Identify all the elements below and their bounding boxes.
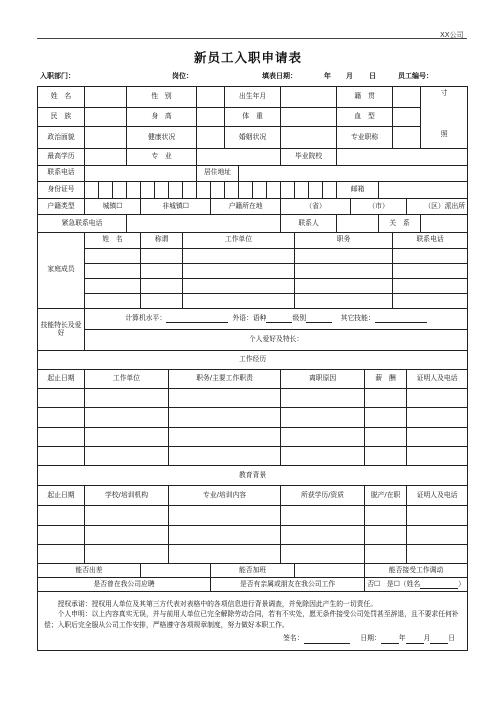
native-field[interactable] bbox=[393, 87, 421, 108]
photo-label-top: 寸 bbox=[440, 89, 448, 97]
family-cell[interactable] bbox=[295, 294, 393, 309]
politics-field[interactable] bbox=[85, 127, 127, 148]
idno-digit[interactable] bbox=[295, 181, 309, 198]
edu-cell[interactable] bbox=[407, 525, 468, 544]
urban-checkbox[interactable]: 城镇☐ bbox=[85, 199, 141, 215]
province-field[interactable]: （省） bbox=[281, 199, 351, 215]
relatives-answer[interactable] bbox=[365, 578, 468, 592]
idno-digit[interactable] bbox=[155, 181, 169, 198]
work-cell[interactable] bbox=[169, 427, 281, 446]
work-cell[interactable] bbox=[365, 427, 407, 446]
idno-digit[interactable] bbox=[141, 181, 155, 198]
edu-cell[interactable] bbox=[407, 506, 468, 525]
edu-field[interactable] bbox=[85, 148, 127, 165]
work-cell[interactable] bbox=[38, 446, 85, 465]
language-level-label: 级别 bbox=[292, 314, 307, 323]
idno-digit[interactable] bbox=[225, 181, 239, 198]
employee-no-label: 员工编号： bbox=[398, 72, 433, 80]
idno-digit[interactable] bbox=[183, 181, 197, 198]
family-cell[interactable] bbox=[141, 263, 183, 278]
relatives-name-blank[interactable] bbox=[420, 580, 458, 589]
ethnic-label: 民 族 bbox=[38, 108, 85, 127]
family-header-employer: 工作单位 bbox=[183, 232, 295, 248]
signature-blank[interactable] bbox=[304, 635, 350, 644]
language-label: 外语：语种 bbox=[232, 314, 267, 323]
work-header-reason: 离职原因 bbox=[281, 369, 365, 388]
edu-cell[interactable] bbox=[365, 525, 407, 544]
work-cell[interactable] bbox=[407, 427, 468, 446]
district-field[interactable]: （区）派出所 bbox=[407, 199, 468, 215]
blood-label: 血 型 bbox=[337, 108, 393, 127]
name-label: 姓 名 bbox=[38, 87, 85, 108]
edu-cell[interactable] bbox=[365, 506, 407, 525]
skills-label: 技能特长及爱好 bbox=[38, 309, 85, 350]
edu-header-major: 专业/培训内容 bbox=[169, 486, 281, 506]
edu-cell[interactable] bbox=[281, 525, 365, 544]
edu-cell[interactable] bbox=[365, 544, 407, 563]
signature-label: 签名： bbox=[283, 634, 304, 643]
idno-digit[interactable] bbox=[169, 181, 183, 198]
idno-digit[interactable] bbox=[239, 181, 253, 198]
overtime-label: 能否加班 bbox=[211, 563, 295, 577]
edu-header-dates: 起止日期 bbox=[38, 486, 85, 506]
sign-day-blank[interactable] bbox=[430, 635, 448, 644]
dept-label: 入职部门： bbox=[40, 72, 75, 80]
family-cell[interactable] bbox=[393, 278, 468, 293]
work-cell[interactable] bbox=[85, 446, 169, 465]
position-label: 岗位： bbox=[172, 72, 193, 80]
weight-label: 体 重 bbox=[225, 108, 281, 127]
hukou-type-label: 户籍类型 bbox=[38, 199, 85, 215]
edu-cell[interactable] bbox=[281, 506, 365, 525]
family-cell[interactable] bbox=[141, 248, 183, 263]
birth-field[interactable] bbox=[281, 87, 337, 108]
idno-digit[interactable] bbox=[197, 181, 211, 198]
sign-year-blank[interactable] bbox=[381, 635, 399, 644]
edu-label: 最高学历 bbox=[38, 148, 85, 165]
weight-field[interactable] bbox=[281, 108, 337, 127]
skills-line-1[interactable] bbox=[85, 309, 468, 329]
family-cell[interactable] bbox=[85, 278, 141, 293]
health-label: 健康状况 bbox=[127, 127, 197, 148]
edu-header-school: 学校/培训机构 bbox=[85, 486, 169, 506]
relatives-label: 是否有亲属或朋友在我公司工作 bbox=[211, 578, 365, 592]
politics-label: 政治面貌 bbox=[38, 127, 85, 148]
email-label: 邮箱 bbox=[337, 181, 379, 198]
family-cell[interactable] bbox=[85, 294, 141, 309]
idno-digit[interactable] bbox=[267, 181, 281, 198]
relatives-options[interactable]: 否☐ 是☐（姓名 bbox=[367, 580, 421, 589]
signature-line bbox=[44, 633, 461, 644]
native-label: 籍 贯 bbox=[337, 87, 393, 108]
idno-digit[interactable] bbox=[85, 181, 99, 198]
form-title: 新员工入职申请表 bbox=[193, 50, 302, 65]
family-cell[interactable] bbox=[295, 248, 393, 263]
emergency-contact-label: 联系人 bbox=[281, 215, 337, 232]
sign-day-label: 日 bbox=[448, 634, 456, 643]
fill-year-label: 年 bbox=[324, 72, 331, 80]
work-cell[interactable] bbox=[407, 446, 468, 465]
hobby-label: 个人爱好及特长： bbox=[248, 334, 304, 343]
work-header-salary: 薪 酬 bbox=[365, 369, 407, 388]
idno-digit[interactable] bbox=[309, 181, 323, 198]
family-header-phone: 联系电话 bbox=[393, 232, 468, 248]
statement-text: 个人申明：以上内容真实无误，并与前用人单位已完全解除劳动合同，若有不实处，愿无条件接受公司处罚甚至辞退，且不要求任何补偿；入职后完全服从公司工作安排，严格遵守各项规章制度，努力做好本职工作。 bbox=[44, 610, 459, 629]
relatives-close-paren: ） bbox=[458, 580, 465, 589]
sign-month-label: 月 bbox=[423, 634, 431, 643]
edu-cell[interactable] bbox=[38, 544, 85, 563]
work-cell[interactable] bbox=[365, 446, 407, 465]
rural-checkbox[interactable]: 非城镇☐ bbox=[141, 199, 211, 215]
major-field[interactable] bbox=[197, 148, 281, 165]
language-level-blank[interactable] bbox=[306, 314, 332, 323]
family-header-name: 姓 名 bbox=[85, 232, 141, 248]
emergency-contact-field[interactable] bbox=[337, 215, 379, 232]
family-cell[interactable] bbox=[183, 248, 295, 263]
photo-box[interactable] bbox=[421, 87, 468, 149]
work-cell[interactable] bbox=[365, 389, 407, 408]
family-cell[interactable] bbox=[183, 278, 295, 293]
address-label: 居住地址 bbox=[197, 165, 239, 181]
work-cell[interactable] bbox=[38, 389, 85, 408]
gender-field[interactable] bbox=[197, 87, 225, 108]
emergency-relation-field[interactable] bbox=[421, 215, 468, 232]
family-cell[interactable] bbox=[183, 294, 295, 309]
fill-month-label: 月 bbox=[346, 72, 353, 80]
travel-label: 能否出差 bbox=[38, 563, 141, 577]
work-cell[interactable] bbox=[281, 389, 365, 408]
emergency-phone-field[interactable] bbox=[127, 215, 281, 232]
family-cell[interactable] bbox=[141, 294, 183, 309]
family-header-position: 职务 bbox=[295, 232, 393, 248]
work-cell[interactable] bbox=[407, 408, 468, 427]
address-field[interactable] bbox=[239, 165, 468, 181]
work-cell[interactable] bbox=[38, 427, 85, 446]
edu-header-degree: 所获学历/资质 bbox=[281, 486, 365, 506]
travel-field[interactable] bbox=[141, 563, 211, 577]
work-cell[interactable] bbox=[169, 389, 281, 408]
title-rank-label: 专业职称 bbox=[337, 127, 393, 148]
idno-digit[interactable] bbox=[99, 181, 113, 198]
school-field[interactable] bbox=[337, 148, 468, 165]
family-cell[interactable] bbox=[295, 278, 393, 293]
work-cell[interactable] bbox=[38, 408, 85, 427]
edu-cell[interactable] bbox=[169, 506, 281, 525]
computer-level-blank[interactable] bbox=[166, 314, 228, 323]
edu-header-mode: 脱产/在职 bbox=[365, 486, 407, 506]
family-label: 家庭成员 bbox=[38, 232, 85, 309]
company-name: XX公司 bbox=[440, 31, 464, 39]
idno-digit[interactable] bbox=[323, 181, 337, 198]
ethnic-field[interactable] bbox=[85, 108, 127, 127]
family-cell[interactable] bbox=[393, 294, 468, 309]
email-field[interactable] bbox=[379, 181, 468, 198]
other-skills-label: 其它技能： bbox=[340, 314, 375, 323]
height-field[interactable] bbox=[197, 108, 225, 127]
edu-cell[interactable] bbox=[85, 525, 169, 544]
edu-header-reference: 证明人及电话 bbox=[407, 486, 468, 506]
language-blank[interactable] bbox=[266, 314, 292, 323]
idno-digit[interactable] bbox=[127, 181, 141, 198]
name-field[interactable] bbox=[85, 87, 127, 108]
work-header-employer: 工作单位 bbox=[85, 369, 169, 388]
education-section-title: 教育背景 bbox=[38, 465, 468, 485]
idno-digit[interactable] bbox=[253, 181, 267, 198]
hukou-location-label: 户籍所在地 bbox=[211, 199, 281, 215]
emergency-relation-label: 关 系 bbox=[379, 215, 421, 232]
hobby-field[interactable] bbox=[85, 329, 468, 350]
work-cell[interactable] bbox=[407, 389, 468, 408]
family-header-relation: 称谓 bbox=[141, 232, 183, 248]
edu-cell[interactable] bbox=[281, 544, 365, 563]
computer-level-label: 计算机水平： bbox=[125, 314, 167, 323]
overtime-field[interactable] bbox=[295, 563, 365, 577]
sign-year-label: 年 bbox=[398, 634, 406, 643]
title-rank-field[interactable] bbox=[393, 127, 421, 148]
transfer-label: 能否接受工作调动 bbox=[365, 563, 468, 577]
work-cell[interactable] bbox=[281, 427, 365, 446]
family-cell[interactable] bbox=[393, 263, 468, 278]
birth-label: 出生年月 bbox=[225, 87, 281, 108]
work-cell[interactable] bbox=[169, 408, 281, 427]
edu-cell[interactable] bbox=[169, 544, 281, 563]
family-cell[interactable] bbox=[183, 263, 295, 278]
authorization-text: 授权承诺：授权用人单位及其第三方代表对表格中的各项信息进行背景调查，并免除因此产生的一切责任。 bbox=[57, 599, 378, 608]
idno-digit[interactable] bbox=[113, 181, 127, 198]
fill-day-label: 日 bbox=[369, 72, 376, 80]
school-label: 毕业院校 bbox=[281, 148, 337, 165]
fill-date-label: 填表日期： bbox=[262, 72, 297, 80]
header-rule bbox=[37, 38, 467, 39]
phone-field[interactable] bbox=[85, 165, 197, 181]
idno-digit[interactable] bbox=[281, 181, 295, 198]
work-cell[interactable] bbox=[85, 389, 169, 408]
work-header-duties: 职务/主要工作职责 bbox=[169, 369, 281, 388]
photo-label-bottom: 照 bbox=[440, 130, 448, 138]
edu-cell[interactable] bbox=[407, 544, 468, 563]
work-header-reference: 证明人及电话 bbox=[407, 369, 468, 388]
applied-before-label: 是否曾在我公司应聘 bbox=[38, 578, 211, 592]
gender-label: 性 别 bbox=[127, 87, 197, 108]
sign-date-label: 日期： bbox=[360, 634, 381, 643]
work-cell[interactable] bbox=[169, 446, 281, 465]
city-field[interactable]: （市） bbox=[351, 199, 407, 215]
work-cell[interactable] bbox=[365, 408, 407, 427]
edu-cell[interactable] bbox=[38, 506, 85, 525]
blood-field[interactable] bbox=[393, 108, 421, 127]
emergency-phone-label: 紧急联系电话 bbox=[38, 215, 127, 232]
application-form bbox=[37, 86, 467, 651]
work-cell[interactable] bbox=[85, 427, 169, 446]
marital-label: 婚姻状况 bbox=[225, 127, 281, 148]
edu-cell[interactable] bbox=[85, 544, 169, 563]
height-label: 身 高 bbox=[127, 108, 197, 127]
family-cell[interactable] bbox=[141, 278, 183, 293]
edu-cell[interactable] bbox=[85, 506, 169, 525]
edu-cell[interactable] bbox=[38, 525, 85, 544]
work-cell[interactable] bbox=[85, 408, 169, 427]
marital-field[interactable] bbox=[281, 127, 337, 148]
health-field[interactable] bbox=[197, 127, 225, 148]
work-cell[interactable] bbox=[281, 408, 365, 427]
declaration-box bbox=[38, 592, 468, 651]
family-cell[interactable] bbox=[85, 263, 141, 278]
work-header-dates: 起止日期 bbox=[38, 369, 85, 388]
family-cell[interactable] bbox=[393, 248, 468, 263]
other-skills-blank[interactable] bbox=[375, 314, 427, 323]
idno-label: 身份证号 bbox=[38, 181, 85, 198]
sign-month-blank[interactable] bbox=[406, 635, 424, 644]
work-section-title: 工作经历 bbox=[38, 350, 468, 369]
major-label: 专 业 bbox=[127, 148, 197, 165]
phone-label: 联系电话 bbox=[38, 165, 85, 181]
family-cell[interactable] bbox=[295, 263, 393, 278]
family-cell[interactable] bbox=[85, 248, 141, 263]
idno-digit[interactable] bbox=[211, 181, 225, 198]
work-cell[interactable] bbox=[281, 446, 365, 465]
edu-cell[interactable] bbox=[169, 525, 281, 544]
